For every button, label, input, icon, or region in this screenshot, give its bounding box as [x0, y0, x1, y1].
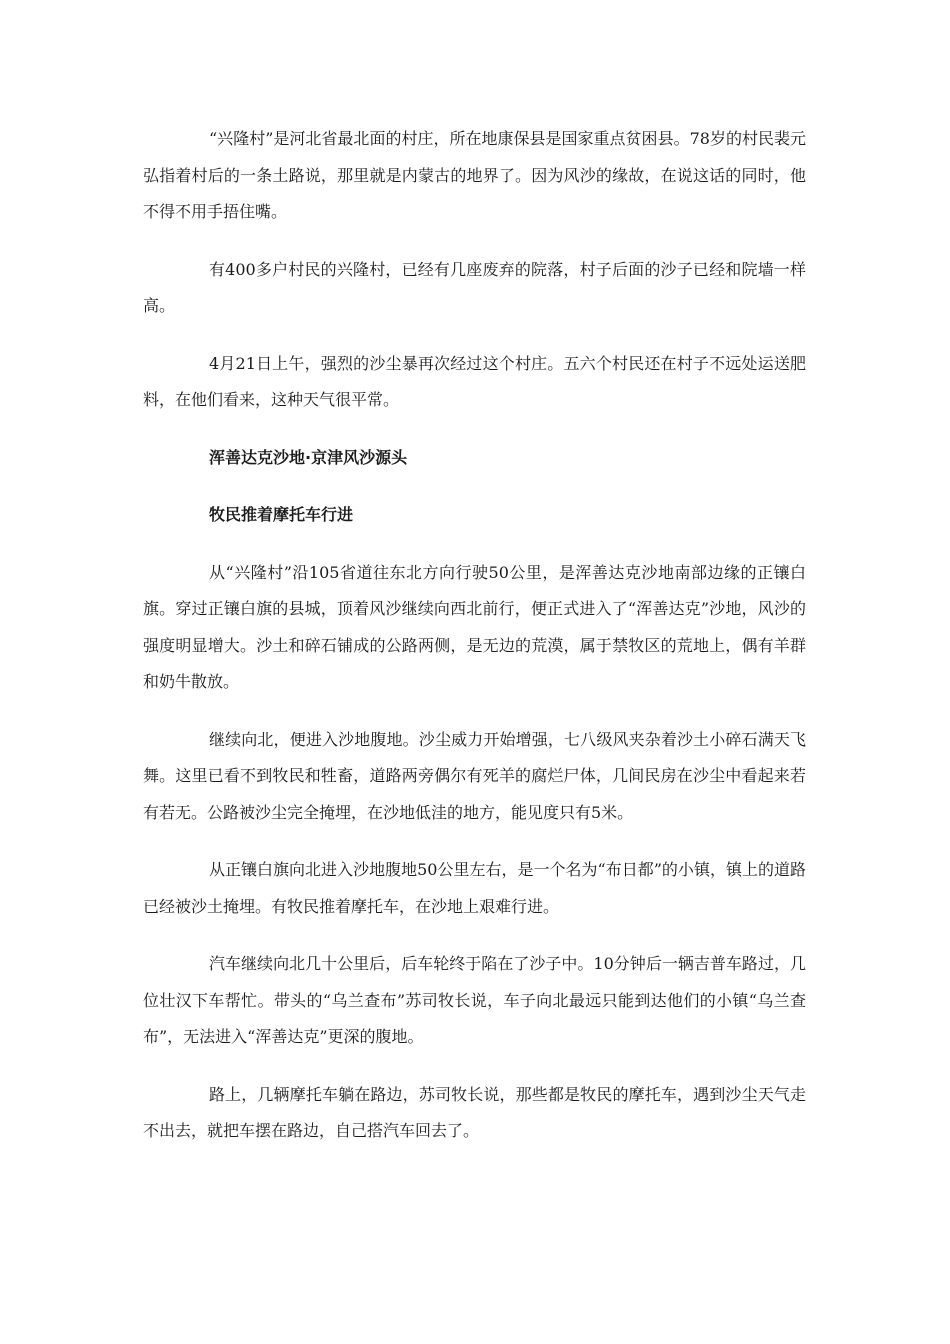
paragraph-desert-hinterland: 继续向北，便进入沙地腹地。沙尘威力开始增强，七八级风夹杂着沙土小碎石满天飞舞。这里已看不到牧民和牲畜，道路两旁偶尔有死羊的腐烂尸体，几间民房在沙尘中看起来若有若无。公路被沙尘完全掩埋，在沙地低洼的地方，能见度只有5米。 — [143, 729, 806, 822]
paragraph-april-21-sandstorm: 4月21日上午，强烈的沙尘暴再次经过这个村庄。五六个村民还在村子不远处运送肥料，在他们看来，这种天气很平常。 — [143, 353, 806, 409]
article-body — [143, 121, 806, 1171]
paragraph-buridu-town: 从正镶白旗向北进入沙地腹地50公里左右，是一个名为“布日都”的小镇，镇上的道路已经被沙土掩埋。有牧民推着摩托车，在沙地上艰难行进。 — [143, 860, 806, 916]
paragraph-route-105: 从“兴隆村”沿105省道往东北方向行驶50公里，是浑善达克沙地南部边缘的正镶白旗。穿过正镶白旗的县城，顶着风沙继续向西北前行，便正式进入了“浑善达克”沙地，风沙的强度明显增大。沙土和碎石铺成的公路两侧，是无边的荒漠，属于禁牧区的荒地上，偶有羊群和奶牛散放。 — [143, 562, 806, 691]
paragraph-abandoned-courtyards: 有400多户村民的兴隆村，已经有几座废弃的院落，村子后面的沙子已经和院墙一样高。 — [143, 259, 806, 315]
paragraph-xinglong-village: “兴隆村”是河北省最北面的村庄，所在地康保县是国家重点贫困县。78岁的村民裴元弘指着村后的一条土路说，那里就是内蒙古的地界了。因为风沙的缘故，在说这话的同时，他不得不用手捂住嘴。 — [143, 129, 806, 221]
paragraph-car-stuck: 汽车继续向北几十公里后，后车轮终于陷在了沙子中。10分钟后一辆吉普车路过，几位壮汉下车帮忙。带头的“乌兰查布”苏司牧长说，车子向北最远只能到达他们的小镇“乌兰查布”，无法进入“浑善达克”更深的腹地。 — [143, 954, 806, 1046]
section-subheading-herdsmen: 牧民推着摩托车行进 — [209, 505, 354, 524]
paragraph-motorcycles-roadside: 路上，几辆摩托车躺在路边，苏司牧长说，那些都是牧民的摩托车，遇到沙尘天气走不出去，就把车摆在路边，自己搭汽车回去了。 — [143, 1084, 806, 1140]
section-heading-hunshandake: 浑善达克沙地·京津风沙源头 — [209, 447, 408, 467]
